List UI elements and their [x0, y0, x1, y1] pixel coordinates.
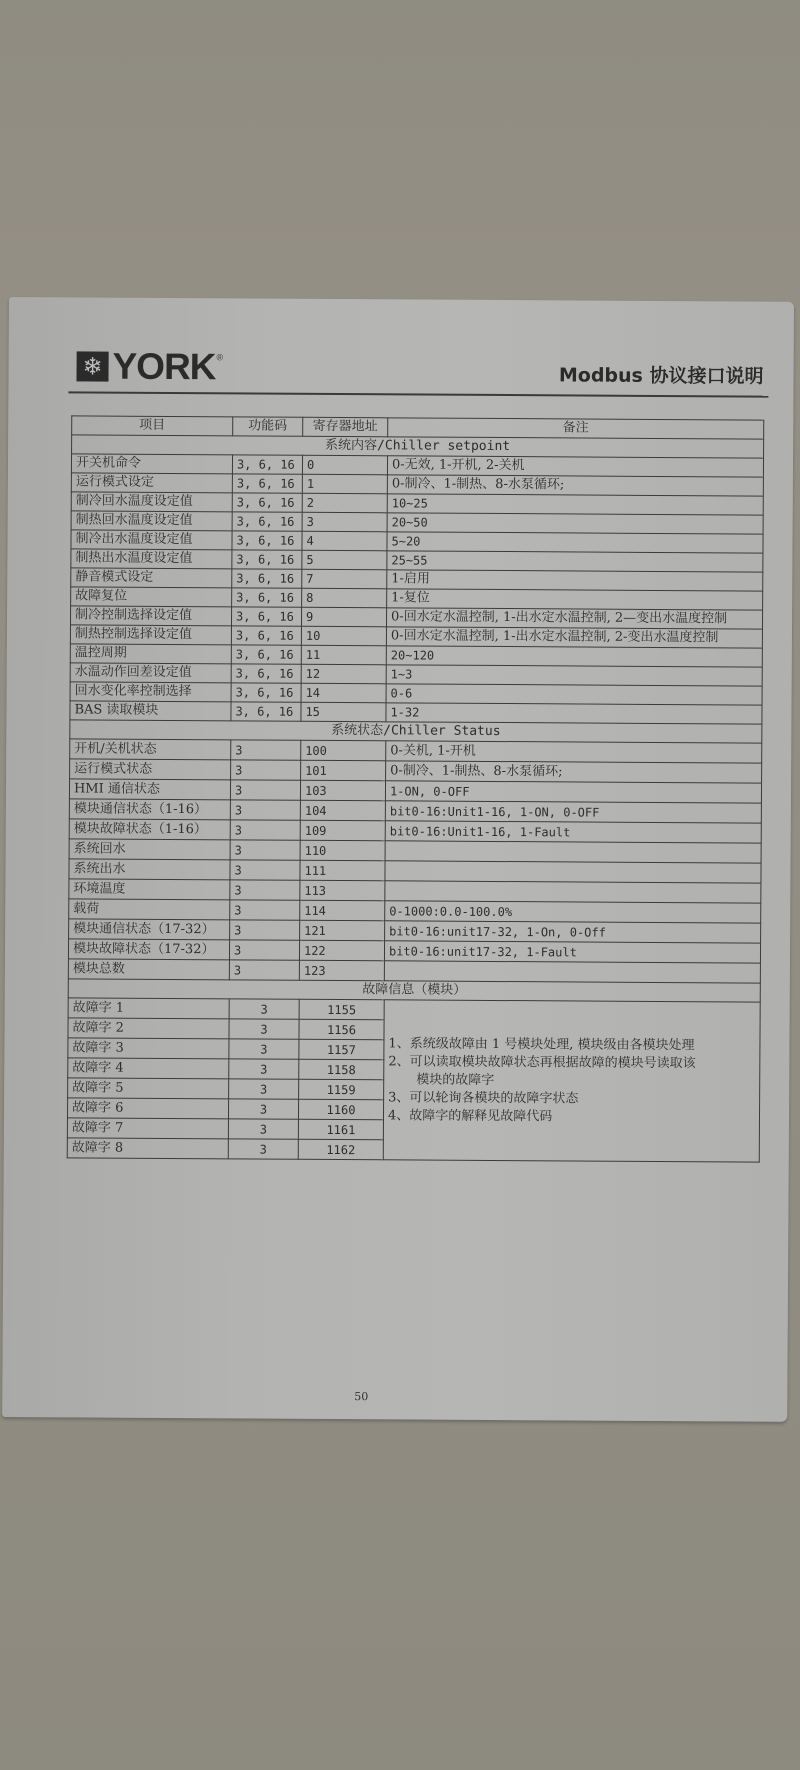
function-code-cell: 3	[231, 760, 301, 780]
function-code-cell: 3	[229, 1039, 299, 1059]
item-cell: 载荷	[69, 899, 230, 920]
note-cell: 25~55	[387, 551, 763, 572]
address-cell: 100	[301, 740, 386, 761]
document-page	[2, 297, 794, 1422]
item-cell: 模块故障状态（17-32）	[68, 939, 229, 960]
item-cell: 开机/关机状态	[70, 739, 231, 760]
function-code-cell: 3	[231, 740, 301, 760]
address-cell: 10	[301, 626, 386, 646]
item-cell: 运行模式设定	[71, 473, 232, 493]
note-cell	[385, 861, 761, 883]
function-code-cell: 3, 6, 16	[232, 512, 302, 531]
note-cell: bit0-16:unit17-32, 1-On, 0-Off	[385, 921, 761, 943]
item-cell: 制热出水温度设定值	[71, 549, 232, 569]
address-cell: 121	[300, 920, 385, 941]
function-code-cell: 3	[230, 860, 300, 880]
function-code-cell: 3	[230, 840, 300, 860]
function-code-cell: 3, 6, 16	[231, 664, 301, 683]
registered-mark: ®	[216, 352, 224, 363]
address-cell: 4	[302, 531, 387, 551]
address-cell: 5	[302, 550, 387, 570]
note-cell: 1-启用	[387, 570, 763, 591]
address-cell: 14	[301, 683, 386, 703]
item-cell: 温控周期	[70, 644, 231, 664]
item-cell: 系统出水	[69, 859, 230, 880]
function-code-cell: 3, 6, 16	[232, 550, 302, 569]
address-cell: 123	[299, 960, 384, 981]
item-cell: 故障字 1	[68, 998, 229, 1019]
modbus-register-table	[67, 415, 765, 1162]
item-cell: 故障字 6	[67, 1098, 228, 1119]
item-cell: 模块总数	[68, 959, 229, 980]
function-code-cell: 3	[230, 900, 300, 920]
item-cell: 模块通信状态（1-16）	[69, 799, 230, 820]
function-code-cell: 3	[228, 1139, 298, 1159]
note-cell: bit0-16:Unit1-16, 1-ON, 0-OFF	[385, 801, 761, 823]
function-code-cell: 3, 6, 16	[232, 531, 302, 550]
address-cell: 7	[302, 569, 387, 589]
address-cell: 0	[302, 455, 387, 475]
address-cell: 109	[300, 820, 385, 841]
note-cell: 20~50	[387, 513, 763, 534]
function-code-cell: 3	[229, 1019, 299, 1039]
fault-note-3: 3、可以轮询各模块的故障字状态	[388, 1089, 579, 1106]
note-cell: 0-1000:0.0-100.0%	[385, 901, 761, 923]
section-title-setpoint: 系统内容/Chiller setpoint	[72, 435, 764, 458]
item-cell: 制冷回水温度设定值	[71, 492, 232, 512]
item-cell: 静音模式设定	[71, 568, 232, 588]
note-cell: 0-回水定水温控制, 1-出水定水温控制, 2-变出水温度控制	[386, 627, 762, 648]
address-cell: 15	[301, 702, 386, 722]
address-cell: 12	[301, 664, 386, 684]
address-cell: 1155	[299, 999, 384, 1020]
address-cell: 8	[302, 588, 387, 608]
column-header-notes: 备注	[388, 418, 764, 439]
note-cell: 0-关机, 1-开机	[386, 741, 762, 763]
item-cell: 故障字 8	[67, 1138, 228, 1159]
function-code-cell: 3, 6, 16	[232, 493, 302, 512]
item-cell: 运行模式状态	[70, 759, 231, 780]
note-cell: 1~3	[386, 665, 762, 686]
function-code-cell: 3	[228, 1099, 298, 1119]
section-title-fault: 故障信息（模块）	[68, 979, 760, 1002]
item-cell: 环境温度	[69, 879, 230, 900]
function-code-cell: 3	[229, 960, 299, 980]
note-cell: 1-复位	[387, 589, 763, 610]
address-cell: 101	[301, 760, 386, 781]
note-cell: 0-6	[386, 684, 762, 705]
item-cell: 故障字 7	[67, 1118, 228, 1139]
york-logo	[76, 345, 224, 388]
function-code-cell: 3, 6, 16	[231, 607, 301, 626]
item-cell: 故障复位	[71, 587, 232, 607]
fault-notes-cell	[383, 1000, 760, 1162]
address-cell: 1161	[298, 1119, 383, 1140]
note-cell: 0-制冷、1-制热、8-水泵循环;	[386, 761, 762, 783]
item-cell: 故障字 2	[68, 1018, 229, 1039]
function-code-cell: 3	[230, 920, 300, 940]
item-cell: 制冷控制选择设定值	[70, 606, 231, 626]
address-cell: 9	[301, 607, 386, 627]
snowflake-icon: ❄	[76, 351, 108, 381]
function-code-cell: 3, 6, 16	[231, 645, 301, 664]
function-code-cell: 3	[228, 1119, 298, 1139]
address-cell: 111	[300, 860, 385, 881]
note-cell: 10~25	[387, 494, 763, 515]
item-cell: BAS 读取模块	[70, 701, 231, 721]
item-cell: 系统回水	[69, 839, 230, 860]
function-code-cell: 3	[229, 999, 299, 1019]
logo-wordmark: YORK	[112, 345, 216, 388]
address-cell: 1160	[298, 1099, 383, 1120]
note-cell: bit0-16:unit17-32, 1-Fault	[384, 941, 760, 963]
section-title-status: 系统状态/Chiller Status	[70, 720, 762, 743]
function-code-cell: 3	[230, 800, 300, 820]
function-code-cell: 3, 6, 16	[232, 474, 302, 493]
address-cell: 113	[300, 880, 385, 901]
address-cell: 1	[302, 474, 387, 494]
page-number: 50	[354, 1390, 369, 1404]
column-header-item: 项目	[72, 416, 233, 436]
note-cell: 0-制冷、1-制热、8-水泵循环;	[387, 475, 763, 496]
note-cell: 0-回水定水温控制, 1-出水定水温控制, 2—变出水温度控制	[386, 608, 762, 629]
item-cell: 故障字 3	[68, 1038, 229, 1059]
item-cell: 制热控制选择设定值	[70, 625, 231, 645]
note-cell: 20~120	[386, 646, 762, 667]
function-code-cell: 3, 6, 16	[232, 569, 302, 588]
note-cell: 5~20	[387, 532, 763, 553]
function-code-cell: 3	[229, 1059, 299, 1079]
function-code-cell: 3, 6, 16	[231, 626, 301, 645]
address-cell: 1157	[299, 1039, 384, 1060]
note-cell: bit0-16:Unit1-16, 1-Fault	[385, 821, 761, 843]
address-cell: 1158	[299, 1059, 384, 1080]
function-code-cell: 3	[230, 780, 300, 800]
fault-note-2-continued: 模块的故障字	[416, 1072, 495, 1088]
function-code-cell: 3, 6, 16	[231, 702, 301, 721]
item-cell: 开关机命令	[71, 454, 232, 474]
item-cell: 制热回水温度设定值	[71, 511, 232, 531]
function-code-cell: 3	[230, 880, 300, 900]
note-cell: 0-无效, 1-开机, 2-关机	[387, 456, 763, 477]
item-cell: 回水变化率控制选择	[70, 682, 231, 702]
function-code-cell: 3, 6, 16	[232, 588, 302, 607]
note-cell	[385, 841, 761, 863]
address-cell: 110	[300, 840, 385, 861]
address-cell: 122	[299, 940, 384, 961]
note-cell: 1-32	[386, 703, 762, 724]
address-cell: 1162	[298, 1139, 383, 1160]
function-code-cell: 3, 6, 16	[232, 455, 302, 474]
address-cell: 104	[300, 800, 385, 821]
address-cell: 1159	[299, 1079, 384, 1100]
item-cell: 模块故障状态（1-16）	[69, 819, 230, 840]
function-code-cell: 3	[229, 1079, 299, 1099]
note-cell	[384, 961, 760, 983]
fault-note-1: 1、系统级故障由 1 号模块处理, 模块级由各模块处理	[388, 1035, 695, 1053]
function-code-cell: 3	[229, 940, 299, 960]
item-cell: HMI 通信状态	[69, 779, 230, 800]
item-cell: 故障字 5	[68, 1078, 229, 1099]
column-header-function-code: 功能码	[233, 417, 303, 436]
document-title: Modbus 协议接口说明	[558, 364, 764, 388]
address-cell: 103	[300, 780, 385, 801]
fault-note-2: 2、可以读取模块故障状态再根据故障的模块号读取该	[388, 1053, 696, 1071]
item-cell: 故障字 4	[68, 1058, 229, 1079]
fault-note-4: 4、故障字的解释见故障代码	[387, 1107, 553, 1124]
header-divider	[68, 391, 768, 397]
function-code-cell: 3	[230, 820, 300, 840]
item-cell: 模块通信状态（17-32）	[69, 919, 230, 940]
address-cell: 114	[300, 900, 385, 921]
address-cell: 1156	[299, 1019, 384, 1040]
function-code-cell: 3, 6, 16	[231, 683, 301, 702]
note-cell	[385, 881, 761, 903]
address-cell: 2	[302, 493, 387, 513]
address-cell: 11	[301, 645, 386, 665]
item-cell: 水温动作回差设定值	[70, 663, 231, 683]
note-cell: 1-ON, 0-OFF	[385, 781, 761, 803]
item-cell: 制冷出水温度设定值	[71, 530, 232, 550]
column-header-register-address: 寄存器地址	[303, 417, 388, 437]
address-cell: 3	[302, 512, 387, 532]
